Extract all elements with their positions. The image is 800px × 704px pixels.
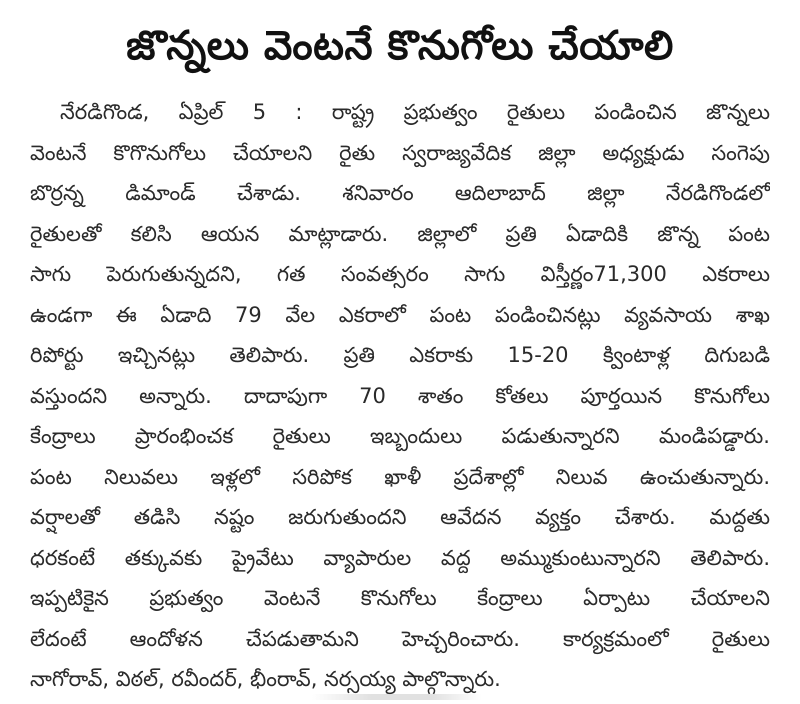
article-line: వర్షాలతో తడిసి నష్టం జరుగుతుందని ఆవేదన వ్యక్తం చేశారు. మద్దతు — [30, 505, 770, 529]
article-line: నాగోరావ్, విఠల్, రవీందర్, భీంరావ్, నర్సయ్య పాల్గొన్నారు. — [30, 667, 501, 691]
article-line: సాగు పెరుగుతున్నదని, గత సంవత్సరం సాగు విస్తీర్ణం71,300 ఎకరాలు — [30, 262, 770, 286]
article-line: ఇప్పటికైన ప్రభుత్వం వెంటనే కొనుగోలు కేంద్రాలు ఏర్పాటు చేయాలని — [30, 586, 770, 610]
article-line: ఉండగా ఈ ఏడాది 79 వేల ఎకరాలో పంట పండించినట్లు వ్యవసాయ శాఖ — [30, 302, 770, 327]
headline: జొన్నలు వెంటనే కొనుగోలు చేయాలి — [126, 23, 674, 69]
bottom-print-bleed — [312, 694, 482, 700]
article-line: నేరడిగొండ, ఏప్రిల్ 5 : రాష్ట్ర ప్రభుత్వం రైతులు పండించిన జొన్నలు — [60, 100, 770, 124]
article-line: లేదంటే ఆందోళన చేపడుతామని హెచ్చరించారు. కార్యక్రమంలో రైతులు — [30, 626, 770, 651]
article-body — [30, 92, 770, 700]
article-line: పంట నిలువలు ఇళ్లలో సరిపోక ఖాళీ ప్రదేశాల్లో నిలువ ఉంచుతున్నారు. — [30, 464, 770, 489]
article-line: రైతులతో కలిసి ఆయన మాట్లాడారు. జిల్లాలో ప్రతి ఏడాదికి జొన్న పంట — [30, 221, 770, 246]
article-line: ధరకంటే తక్కువకు ప్రైవేటు వ్యాపారుల వద్ద అమ్ముకుంటున్నారని తెలిపారు. — [30, 545, 770, 570]
article-line: కేంద్రాలు ప్రారంభించక రైతులు ఇబ్బందులు పడుతున్నారని మండిపడ్డారు. — [30, 424, 770, 448]
article-line: బొర్రన్న డిమాండ్ చేశాడు. శనివారం ఆదిలాబాద్ జిల్లా నేరడిగొండలో — [30, 181, 770, 205]
article-line: వెంటనే కొగొనుగోలు చేయాలని రైతు స్వరాజ్యవేదిక జిల్లా అధ్యక్షుడు సంగెపు — [30, 140, 770, 165]
article-line: వస్తుందని అన్నారు. దాదాపుగా 70 శాతం కోతలు పూర్తయిన కొనుగోలు — [30, 383, 770, 408]
article-line: రిపోర్టు ఇచ్చినట్లు తెలిపారు. ప్రతి ఎకరాకు 15-20 క్వింటాళ్ల దిగుబడి — [30, 343, 770, 367]
